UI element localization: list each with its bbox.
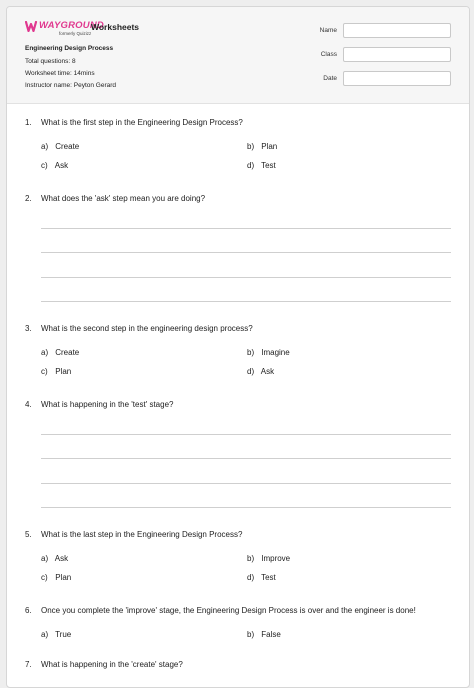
class-label: Class — [320, 51, 337, 58]
name-field[interactable] — [343, 23, 451, 38]
worksheet-title: Engineering Design Process — [25, 45, 114, 52]
question-number: 1. — [25, 118, 32, 127]
document-type: Worksheets — [91, 22, 140, 32]
question-number: 3. — [25, 324, 32, 333]
answer-line[interactable] — [41, 301, 451, 302]
question-number: 2. — [25, 194, 32, 203]
answer-line[interactable] — [41, 483, 451, 484]
option-a[interactable]: a) True — [41, 630, 72, 639]
instructor-name: Instructor name: Peyton Gerard — [25, 82, 117, 89]
option-c[interactable]: c) Plan — [41, 367, 72, 376]
question-text: Once you complete the 'improve' stage, the Engineering Design Process is over and the engineer is done! — [41, 606, 416, 615]
question-text: What is happening in the 'create' stage? — [41, 660, 183, 669]
name-label: Name — [319, 27, 337, 34]
question-number: 4. — [25, 400, 32, 409]
answer-line[interactable] — [41, 277, 451, 278]
answer-line[interactable] — [41, 252, 451, 253]
option-d[interactable]: d) Test — [247, 573, 276, 582]
question-number: 5. — [25, 530, 32, 539]
date-label: Date — [323, 75, 337, 82]
question-number: 7. — [25, 660, 32, 669]
question-text: What is happening in the 'test' stage? — [41, 400, 174, 409]
question-text: What is the first step in the Engineering Design Process? — [41, 118, 243, 127]
question-number: 6. — [25, 606, 32, 615]
brand-subtitle: formerly Quizizz — [59, 31, 92, 36]
brand-name: WAYGROUND — [39, 20, 104, 31]
option-b[interactable]: b) False — [247, 630, 281, 639]
option-a[interactable]: a) Ask — [41, 554, 69, 563]
worksheet-header — [7, 7, 469, 104]
question-text: What does the 'ask' step mean you are doing? — [41, 194, 206, 203]
option-b[interactable]: b) Plan — [247, 142, 278, 151]
class-field[interactable] — [343, 47, 451, 62]
date-field[interactable] — [343, 71, 451, 86]
answer-line[interactable] — [41, 458, 451, 459]
worksheet-time: Worksheet time: 14mins — [25, 70, 95, 77]
option-d[interactable]: d) Ask — [247, 367, 275, 376]
answer-line[interactable] — [41, 434, 451, 435]
option-c[interactable]: c) Plan — [41, 573, 72, 582]
option-a[interactable]: a) Create — [41, 348, 80, 357]
answer-line[interactable] — [41, 228, 451, 229]
option-d[interactable]: d) Test — [247, 161, 276, 170]
brand-logo-icon — [25, 21, 39, 32]
option-a[interactable]: a) Create — [41, 142, 80, 151]
question-text: What is the second step in the engineering design process? — [41, 324, 253, 333]
option-b[interactable]: b) Imagine — [247, 348, 290, 357]
question-text: What is the last step in the Engineering Design Process? — [41, 530, 243, 539]
option-c[interactable]: c) Ask — [41, 161, 69, 170]
answer-line[interactable] — [41, 507, 451, 508]
option-b[interactable]: b) Improve — [247, 554, 291, 563]
total-questions: Total questions: 8 — [25, 58, 76, 65]
worksheet-page — [6, 6, 470, 688]
